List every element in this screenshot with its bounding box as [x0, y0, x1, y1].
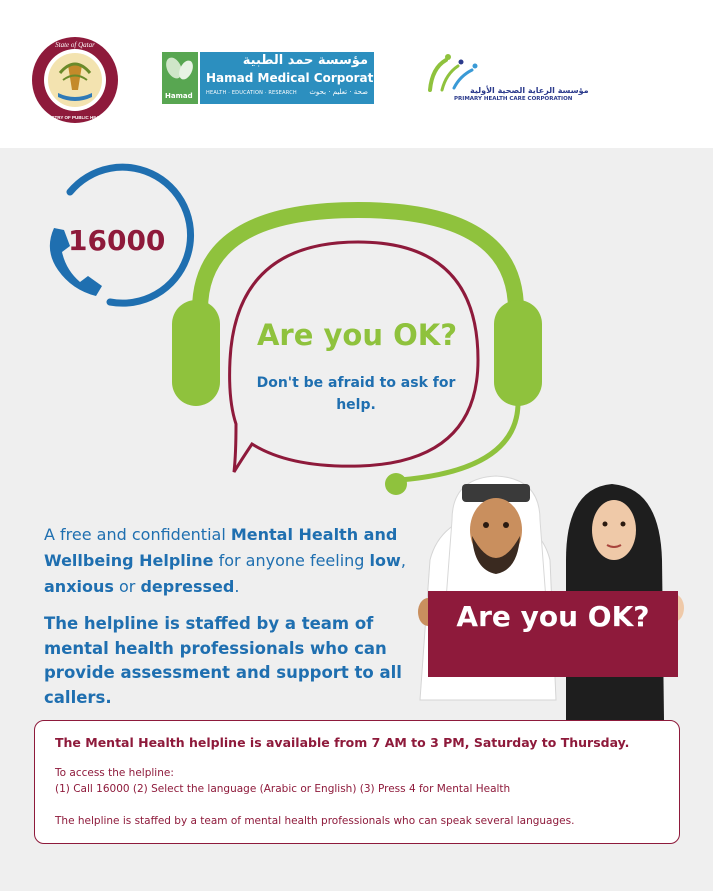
leaf-icon	[162, 52, 198, 92]
desc-word-depressed: depressed	[140, 577, 235, 596]
speech-bubble	[230, 242, 478, 472]
hmc-tagline-arabic: صحة · تعليم · بحوث	[309, 88, 368, 96]
are-you-ok-sign	[428, 591, 678, 677]
desc-text: for anyone feeling	[213, 551, 370, 570]
desc-bold-name: Mental Health and Wellbeing Helpline	[44, 525, 398, 570]
hmc-english-name: Hamad Medical Corporation	[206, 71, 395, 85]
info-box	[34, 720, 680, 844]
phcc-english-name: PRIMARY HEALTH CARE CORPORATION	[454, 96, 573, 102]
helpline-description	[44, 522, 416, 600]
hmc-name-block	[200, 52, 395, 104]
desc-end: .	[234, 577, 240, 596]
languages-note: The helpline is staffed by a team of mental health professionals who can speak several languages.	[55, 815, 575, 827]
svg-text:State of Qatar: State of Qatar	[55, 41, 95, 49]
desc-sep: ,	[400, 551, 406, 570]
sign-label: Are you OK?	[456, 600, 650, 633]
access-steps: (1) Call 16000 (2) Select the language (Arabic or English) (3) Press 4 for Mental Health	[55, 783, 511, 795]
hmc-tagline: HEALTH · EDUCATION · RESEARCH	[206, 90, 297, 96]
bubble-title: Are you OK?	[256, 318, 458, 352]
bubble-subtitle: Don't be afraid to ask for help.	[256, 375, 456, 413]
desc-word-low: low	[369, 551, 401, 570]
hmc-arabic-name: مؤسسة حمد الطبية	[242, 53, 368, 68]
ministry-of-public-health-logo	[30, 35, 120, 125]
desc-sep: or	[113, 577, 141, 596]
access-title: To access the helpline:	[55, 767, 174, 779]
helpline-number: 16000	[68, 224, 166, 257]
desc-word-anxious: anxious	[44, 577, 114, 596]
primary-health-care-corporation-logo	[424, 50, 589, 106]
helpline-hours: The Mental Health helpline is available from 7 AM to 3 PM, Saturday to Thursday.	[55, 735, 630, 750]
desc-text: A free and confidential	[44, 525, 231, 544]
hmc-leaf-block	[162, 52, 198, 104]
phcc-arabic-name: مؤسسة الرعاية الصحية الأولية	[470, 86, 589, 95]
sign-text	[428, 599, 678, 635]
header-bar	[0, 0, 713, 148]
staff-description: The helpline is staffed by a team of mental health professionals who can provide assessment and support to all callers.	[44, 614, 402, 707]
hmc-hamad-text: Hamad	[165, 92, 193, 100]
svg-text:MINISTRY OF PUBLIC HEALTH: MINISTRY OF PUBLIC HEALTH	[42, 115, 108, 120]
hamad-medical-corporation-logo	[162, 52, 395, 104]
